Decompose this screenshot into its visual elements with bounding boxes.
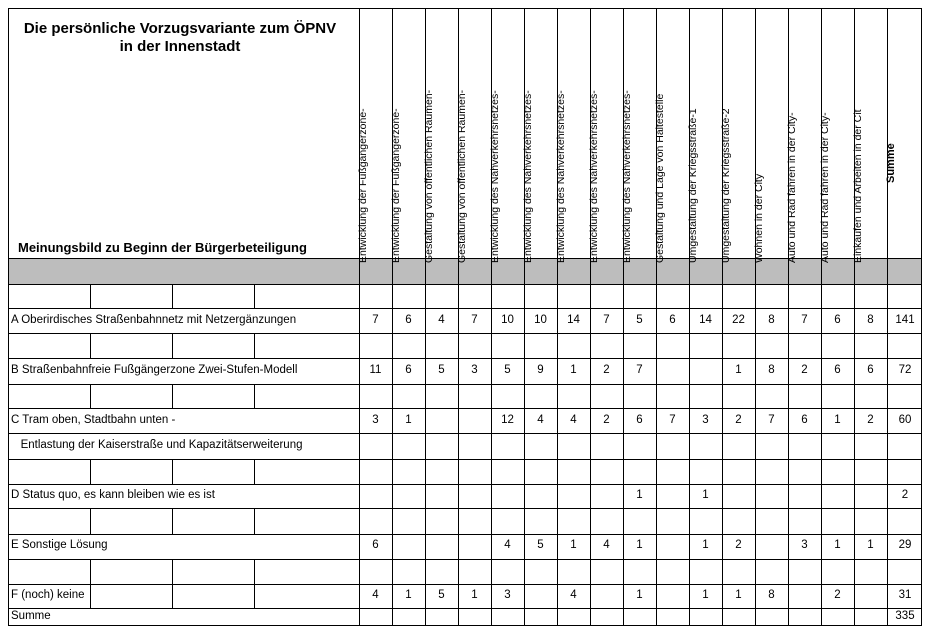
table-cell: 6	[801, 414, 808, 426]
grid-line	[8, 8, 9, 626]
grid-line	[172, 333, 173, 358]
table-cell: 1	[735, 589, 742, 601]
grid-line	[921, 8, 922, 626]
grid-line	[8, 559, 922, 560]
row-sum: 31	[898, 589, 912, 601]
column-header: Entwicklung der Fußgängerzone-	[356, 108, 369, 263]
table-cell: 5	[504, 364, 511, 376]
grid-line	[8, 408, 922, 409]
table-cell: 1	[702, 539, 709, 551]
table-cell: 4	[603, 539, 610, 551]
column-header: Auto und Rad fahren in der City-	[818, 112, 831, 263]
grid-line	[254, 508, 255, 534]
sum-column-header: Summe	[885, 143, 897, 183]
table-cell: 4	[504, 539, 511, 551]
table-cell: 8	[768, 589, 775, 601]
row-sum: 2	[901, 489, 909, 501]
table-cell: 6	[636, 414, 643, 426]
table-cell: 3	[471, 364, 478, 376]
table-cell: 2	[867, 414, 874, 426]
grid-line	[172, 384, 173, 408]
grid-line	[254, 459, 255, 484]
grid-line	[172, 584, 173, 608]
grid-line	[254, 333, 255, 358]
row-label: E Sonstige Lösung	[11, 539, 108, 551]
row-label: B Straßenbahnfreie Fußgängerzone Zwei-Stufen-Modell	[11, 364, 298, 376]
column-header: Entwicklung des Nahverkehrsnetzes-	[620, 90, 633, 263]
row-label: C Tram oben, Stadtbahn unten -	[11, 414, 176, 426]
column-header: Entwicklung des Nahverkehrsnetzes-	[521, 90, 534, 263]
grid-line	[254, 284, 255, 308]
table-cell: 2	[735, 539, 742, 551]
table-cell: 4	[570, 414, 577, 426]
total-label: Summe	[11, 610, 51, 622]
table-cell: 4	[537, 414, 544, 426]
row-label-continuation: Entlastung der Kaiserstraße und Kapazitätserweiterung	[11, 439, 303, 451]
table-cell: 2	[603, 364, 610, 376]
table-cell: 8	[867, 314, 874, 326]
table-cell: 6	[405, 364, 412, 376]
table-cell: 5	[636, 314, 643, 326]
table-cell: 6	[405, 314, 412, 326]
table-cell: 10	[534, 314, 547, 326]
grid-line	[90, 508, 91, 534]
grid-line	[254, 384, 255, 408]
grid-line	[90, 559, 91, 584]
grid-line	[172, 559, 173, 584]
table-cell: 3	[372, 414, 379, 426]
table-cell: 1	[834, 414, 841, 426]
table-cell: 1	[867, 539, 874, 551]
table-cell: 14	[567, 314, 580, 326]
grid-line	[8, 625, 922, 626]
grid-line	[90, 459, 91, 484]
table-cell: 1	[834, 539, 841, 551]
table-cell: 4	[438, 314, 445, 326]
column-header: Umgestaltung der Kriegsstraße-1	[686, 108, 699, 263]
row-sum: 72	[898, 364, 912, 376]
grid-line	[90, 584, 91, 608]
table-cell: 1	[570, 539, 577, 551]
table-cell: 6	[669, 314, 676, 326]
table-cell: 4	[372, 589, 379, 601]
table-cell: 7	[801, 314, 808, 326]
column-header: Gestaltung von öffentlichen Räumen-	[455, 89, 468, 263]
grid-line	[90, 333, 91, 358]
table-cell: 7	[669, 414, 676, 426]
total-value: 335	[895, 610, 915, 622]
column-header: Entwicklung des Nahverkehrsnetzes-	[587, 90, 600, 263]
grid-line	[90, 384, 91, 408]
table-cell: 5	[438, 589, 445, 601]
table-cell: 11	[369, 364, 382, 376]
table-cell: 1	[405, 589, 412, 601]
table-cell: 1	[405, 414, 412, 426]
table-cell: 2	[834, 589, 841, 601]
table-cell: 7	[768, 414, 775, 426]
table-cell: 1	[636, 489, 643, 501]
table-cell: 6	[834, 314, 841, 326]
title-line-2: in der Innenstadt	[119, 38, 241, 55]
table-cell: 6	[834, 364, 841, 376]
column-header: Umgestaltung der Kriegsstraße-2	[719, 108, 732, 263]
table-cell: 22	[732, 314, 745, 326]
table-cell: 7	[603, 314, 610, 326]
grid-line	[254, 559, 255, 584]
grid-line	[8, 584, 922, 585]
column-header: Wohnen in der City	[752, 173, 765, 263]
table-cell: 1	[471, 589, 478, 601]
table-cell: 6	[867, 364, 874, 376]
grid-line	[8, 284, 922, 285]
row-label: D Status quo, es kann bleiben wie es ist	[11, 489, 215, 501]
table-cell: 3	[801, 539, 808, 551]
table-cell: 7	[636, 364, 643, 376]
table-cell: 1	[702, 489, 709, 501]
grid-line	[172, 459, 173, 484]
grid-line	[8, 433, 922, 434]
table-cell: 1	[636, 539, 643, 551]
column-header: Entwicklung des Nahverkehrsnetzes-	[554, 90, 567, 263]
column-header: Auto und Rad fahren in der City-	[785, 112, 798, 263]
table-cell: 3	[504, 589, 511, 601]
column-header: Entwicklung des Nahverkehrsnetzes-	[488, 90, 501, 263]
table-cell: 8	[768, 364, 775, 376]
grid-line	[8, 8, 922, 9]
grid-line	[172, 284, 173, 308]
table-cell: 1	[735, 364, 742, 376]
grid-line	[8, 534, 922, 535]
table-cell: 1	[570, 364, 577, 376]
grid-line	[90, 284, 91, 308]
table-cell: 6	[372, 539, 379, 551]
table-cell: 14	[699, 314, 712, 326]
column-header: Einkaufen und Arbeiten in der Cit	[851, 109, 864, 263]
grid-line	[172, 508, 173, 534]
table-cell: 12	[501, 414, 514, 426]
table-cell: 10	[501, 314, 514, 326]
title-line-1: Die persönliche Vorzugsvariante zum ÖPNV	[23, 20, 337, 37]
table-cell: 2	[801, 364, 808, 376]
row-sum: 141	[895, 314, 915, 326]
column-header: Gestaltung von öffentlichen Räumen-	[422, 89, 435, 263]
grid-line	[8, 508, 922, 509]
table-cell: 4	[570, 589, 577, 601]
table-cell: 1	[636, 589, 643, 601]
table-title	[10, 20, 350, 56]
grid-line	[8, 608, 922, 609]
grid-line	[8, 308, 922, 309]
table-cell: 9	[537, 364, 544, 376]
grid-line	[254, 584, 255, 608]
row-label: F (noch) keine	[11, 589, 85, 601]
column-header: Gestaltung und Lage von Haltestelle	[653, 93, 666, 263]
table-cell: 5	[438, 364, 445, 376]
table-cell: 5	[537, 539, 544, 551]
grid-line	[8, 459, 922, 460]
table-cell: 2	[735, 414, 742, 426]
row-label: A Oberirdisches Straßenbahnnetz mit Netzergänzungen	[11, 314, 297, 326]
table-cell: 2	[603, 414, 610, 426]
row-sum: 60	[898, 414, 912, 426]
column-header: Entwicklung der Fußgängerzone-	[389, 108, 402, 263]
table-cell: 7	[372, 314, 379, 326]
grid-line	[8, 358, 922, 359]
grid-line	[8, 333, 922, 334]
table-cell: 7	[471, 314, 478, 326]
grid-line	[8, 384, 922, 385]
table-cell: 1	[702, 589, 709, 601]
table-subtitle: Meinungsbild zu Beginn der Bürgerbeteiligung	[18, 240, 307, 255]
row-sum: 29	[898, 539, 912, 551]
table-cell: 3	[702, 414, 709, 426]
grid-line	[8, 484, 922, 485]
table-cell: 8	[768, 314, 775, 326]
